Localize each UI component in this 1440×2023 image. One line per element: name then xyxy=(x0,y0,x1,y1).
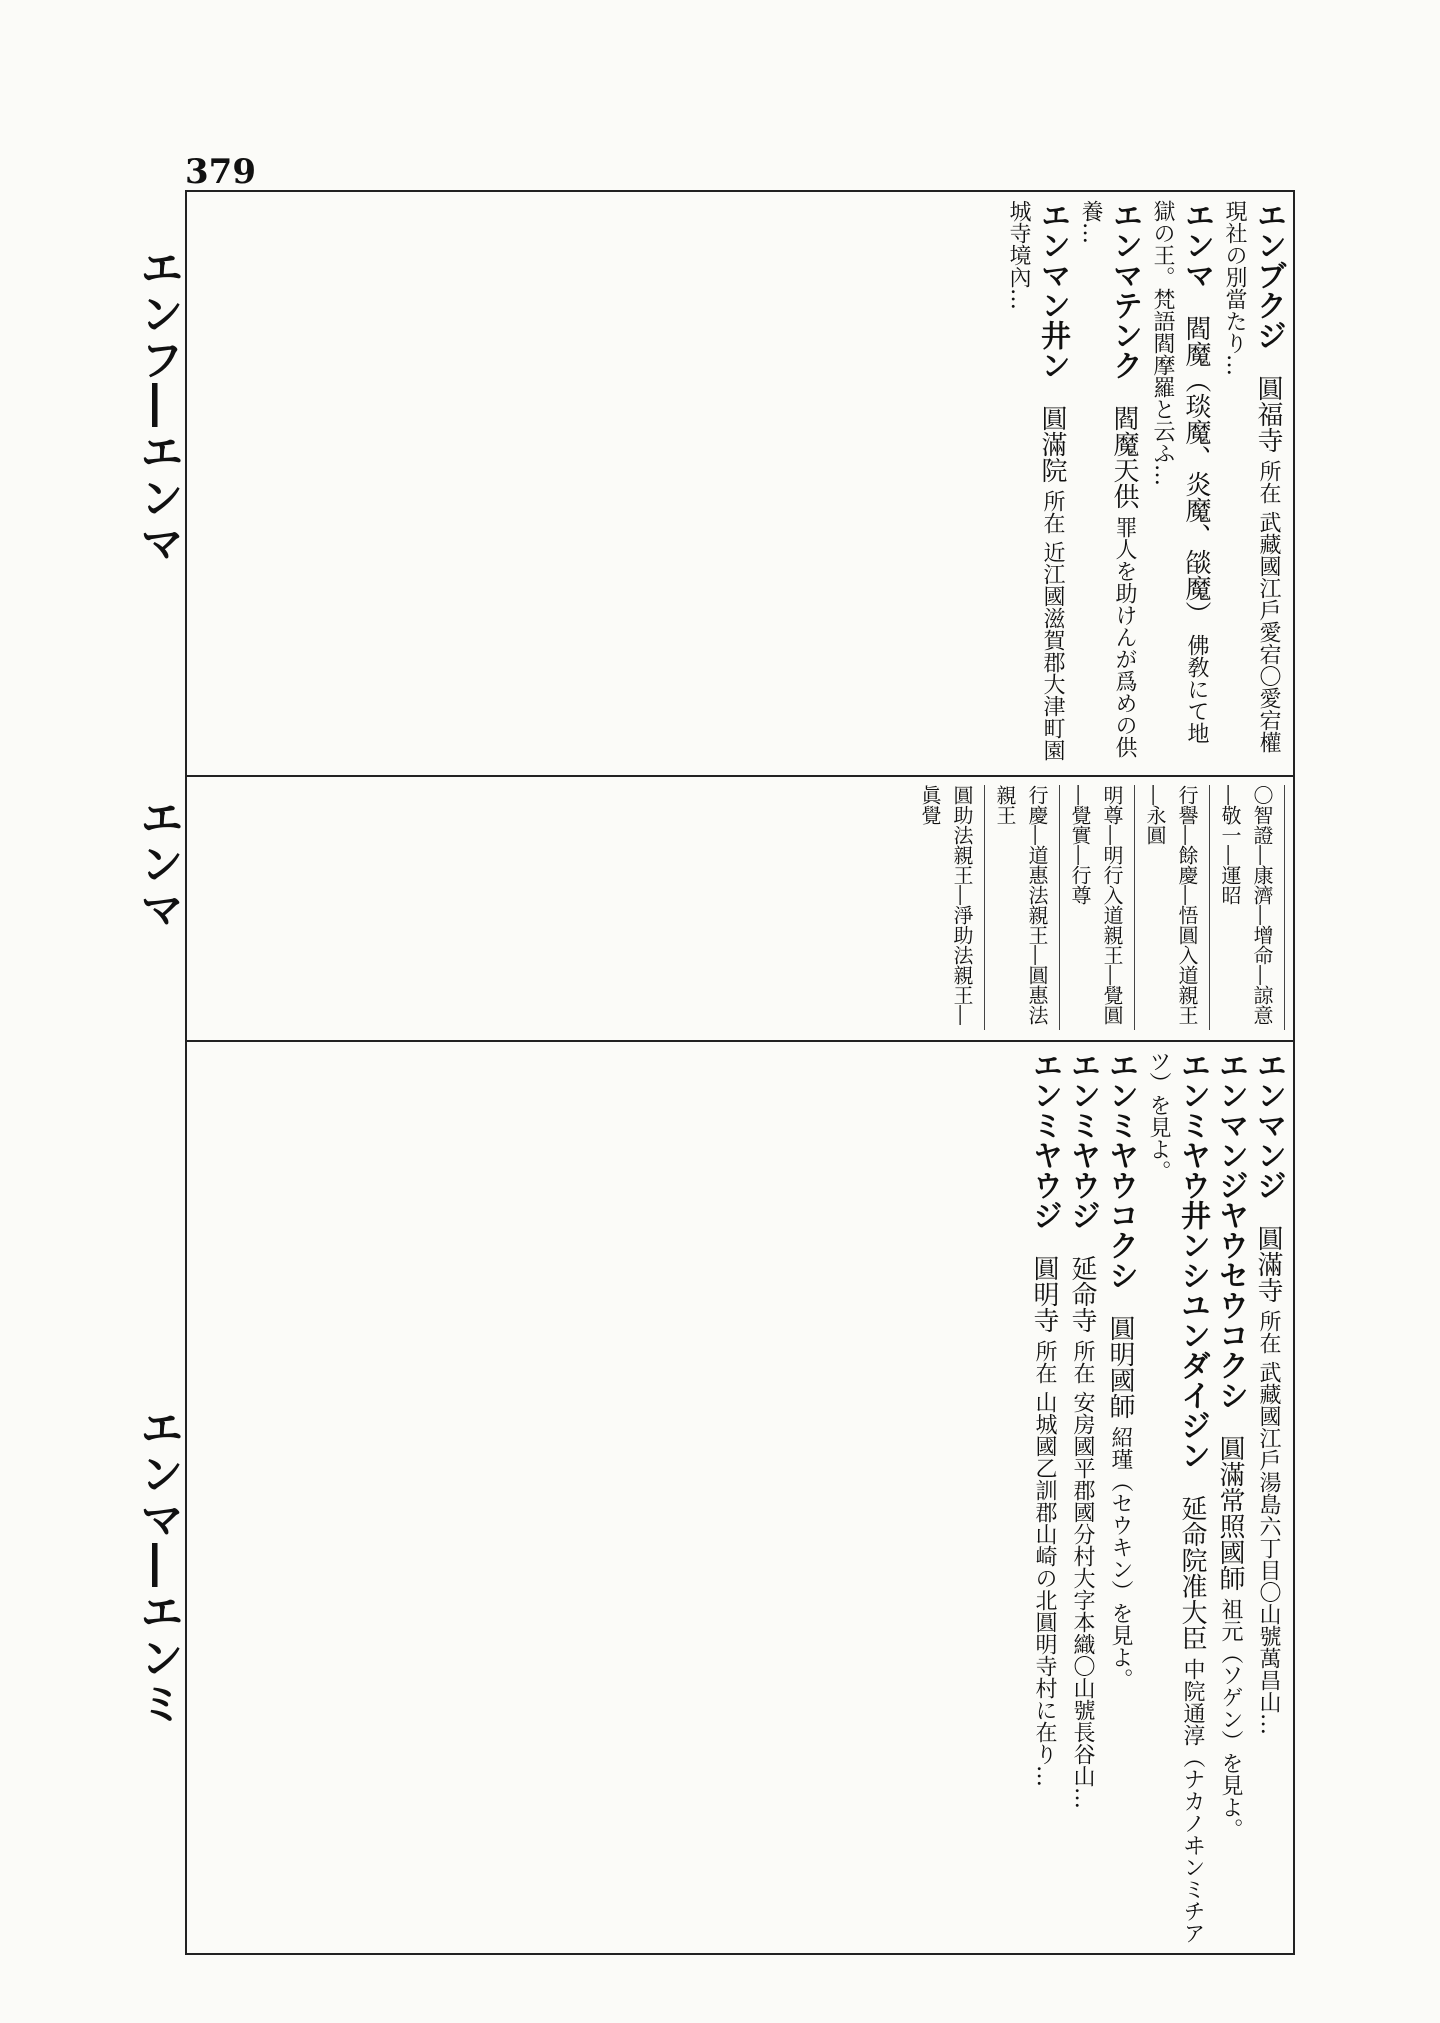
entry-heading: エンマ xyxy=(1179,200,1214,290)
entry-kanji: 延命寺 xyxy=(1067,1255,1097,1333)
running-head-bottom: エンマ―エンミ xyxy=(132,1405,183,1727)
lineage-line: 〇智證―康濟―增命―諒意―敬一―運昭 xyxy=(1214,785,1285,1030)
divider xyxy=(185,1040,1295,1042)
entry-heading: エンマン井ン xyxy=(1035,200,1070,380)
running-head-top: エンフ―エンマ xyxy=(132,245,183,567)
entry-kanji: 圓福寺 xyxy=(1253,375,1283,453)
entry-heading: エンミヤウジ xyxy=(1027,1050,1062,1230)
dictionary-entry xyxy=(1213,1050,1247,1945)
dictionary-entry xyxy=(1027,1050,1061,1945)
entry-text: 紹瑾（セウキン）を見よ。 xyxy=(1108,1426,1133,1690)
entry-heading: エンマテンク xyxy=(1107,200,1142,380)
entry-heading: エンマンジ xyxy=(1251,1050,1286,1200)
lineage-line: 行慶―道惠法親王―圓惠法親王 xyxy=(989,785,1060,1030)
dictionary-entry xyxy=(1001,200,1069,765)
entry-kanji: 圓滿院 xyxy=(1037,405,1067,483)
entry-text: 所在 武藏國江戶愛宕〇愛宕權現社の別當たり… xyxy=(1222,200,1281,753)
page-number: 379 xyxy=(185,152,256,192)
running-head-middle: エンマ xyxy=(132,795,183,933)
dictionary-entry xyxy=(1073,200,1141,765)
entry-heading: エンマンジヤウセウコクシ xyxy=(1213,1050,1248,1410)
divider xyxy=(185,775,1295,777)
entry-kanji: 閻魔（琰魔、炎魔、燄魔） xyxy=(1181,315,1211,627)
bottom-band xyxy=(195,1050,1285,1945)
lineage-line: 圓助法親王―淨助法親王―眞覺 xyxy=(914,785,985,1030)
entry-text: 所在 安房國平郡國分村大字本織〇山號長谷山… xyxy=(1070,1340,1095,1809)
dictionary-entry xyxy=(1065,1050,1099,1945)
dictionary-entry xyxy=(1217,200,1285,765)
lineage-line: 行譽―餘慶―悟圓入道親王―永圓 xyxy=(1139,785,1210,1030)
lineage-line: 明尊―明行入道親王―覺圓―覺實―行尊 xyxy=(1064,785,1135,1030)
entry-heading: エンミヤウジ xyxy=(1065,1050,1100,1230)
entry-kanji: 延命院准大臣 xyxy=(1177,1495,1207,1651)
dictionary-entry xyxy=(1103,1050,1137,1945)
entry-text: 所在 山城國乙訓郡山崎の北圓明寺村に在り… xyxy=(1032,1340,1057,1787)
dictionary-entry xyxy=(1251,1050,1285,1945)
entry-kanji: 圓明寺 xyxy=(1029,1255,1059,1333)
entry-text: 佛敎にて地獄の王。梵語閻摩羅と云ふ… xyxy=(1150,200,1209,744)
entry-text: 中院通淳（ナカノヰンミチアツ）を見よ。 xyxy=(1146,1050,1205,1944)
dictionary-entry xyxy=(1141,1050,1209,1945)
entry-kanji: 圓明國師 xyxy=(1105,1315,1135,1419)
entry-heading: エンブクジ xyxy=(1251,200,1286,350)
entry-text: 所在 武藏國江戶湯島六丁目〇山號萬昌山… xyxy=(1256,1310,1281,1735)
entry-heading: エンミヤウ井ンシユンダイジン xyxy=(1175,1050,1210,1470)
entry-kanji: 圓滿常照國師 xyxy=(1215,1435,1245,1591)
entry-text: 祖元（ソゲン）を見よ。 xyxy=(1218,1598,1243,1840)
entry-kanji: 閻魔天供 xyxy=(1109,405,1139,509)
dictionary-entry xyxy=(1145,200,1213,765)
entry-kanji: 圓滿寺 xyxy=(1253,1225,1283,1303)
lineage-band xyxy=(195,785,1285,1030)
entry-heading: エンミヤウコクシ xyxy=(1103,1050,1138,1290)
entry-text: 罪人を助けんが爲めの供養… xyxy=(1078,200,1137,758)
top-band xyxy=(195,200,1285,765)
entry-text: 所在 近江國滋賀郡大津町園城寺境內… xyxy=(1006,200,1065,761)
